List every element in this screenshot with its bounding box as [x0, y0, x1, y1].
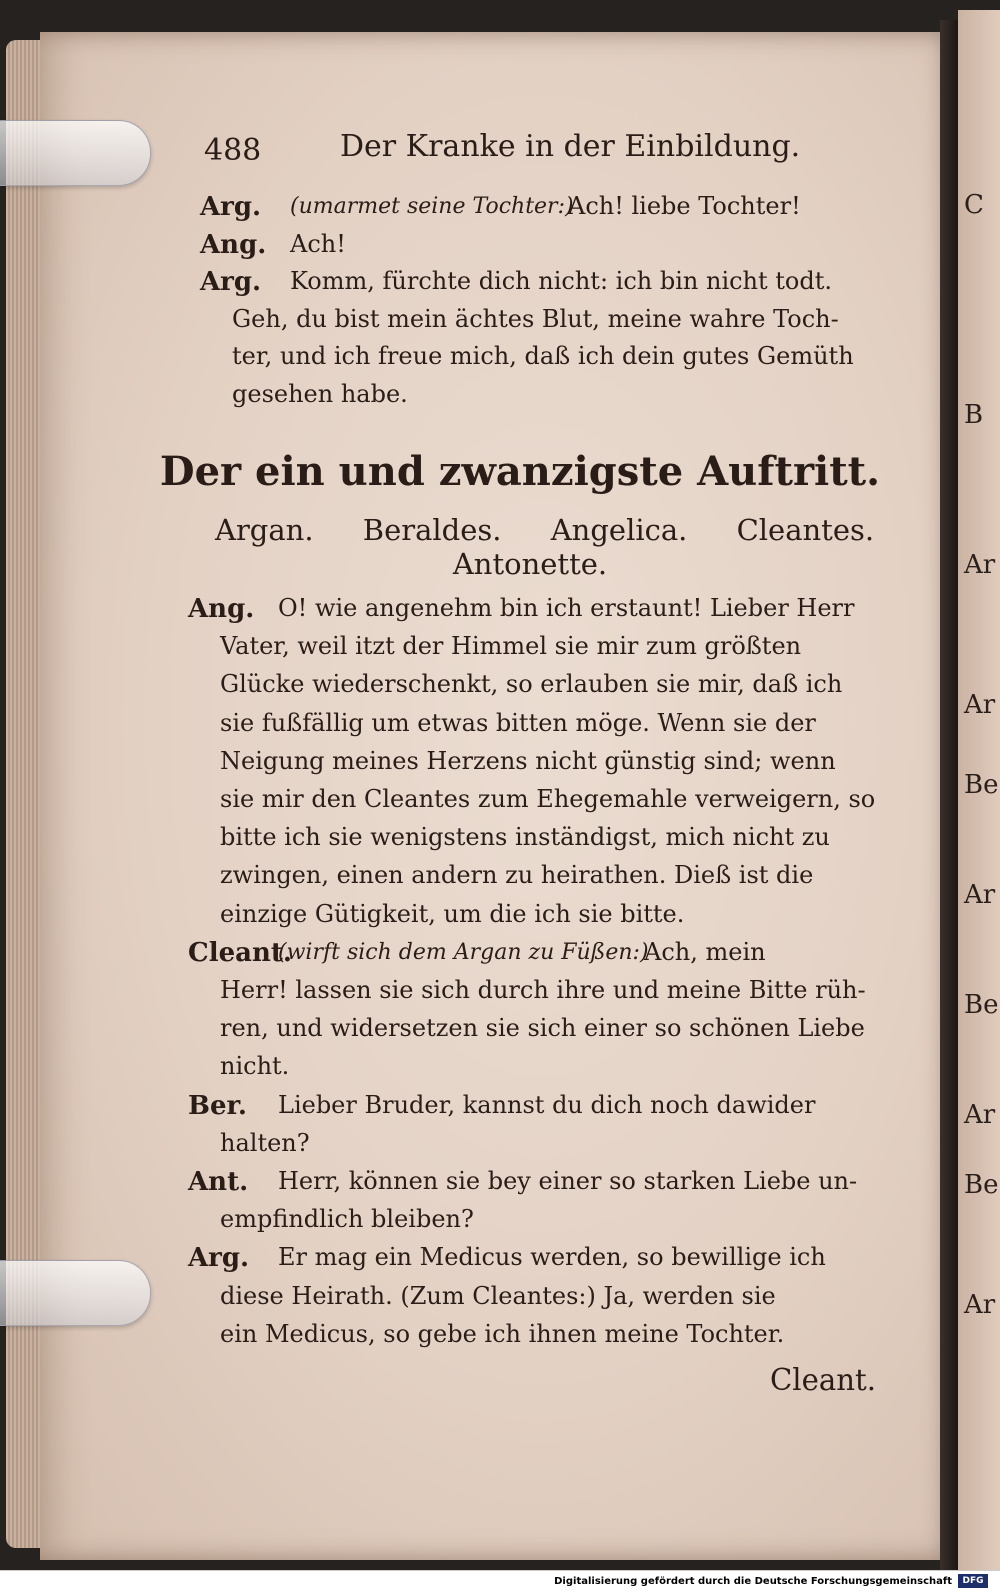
speaker-label: Cleant.	[188, 937, 292, 968]
dialogue-line: O! wie angenehm bin ich erstaunt! Lieber Herr	[278, 594, 855, 622]
dialogue-line: Ach! liebe Tochter!	[568, 192, 801, 220]
dfg-logo: DFG	[958, 1574, 988, 1588]
stage-direction: (umarmet seine Tochter:)	[290, 194, 574, 219]
dialogue-line: Lieber Bruder, kannst du dich noch dawider	[278, 1090, 816, 1119]
dialogue-line: Komm, fürchte dich nicht: ich bin nicht todt.	[290, 267, 833, 295]
dialogue-line: nicht.	[220, 1052, 290, 1081]
dialogue-line: zwingen, einen andern zu heirathen. Dieß ist die	[220, 861, 814, 890]
dialogue-line: bitte ich sie wenigstens inständigst, mich nicht zu	[220, 823, 830, 852]
dialogue-line: Er mag ein Medicus werden, so bewillige ich	[278, 1243, 826, 1272]
speaker-label: Ang.	[200, 229, 267, 260]
cast-list-line-1: Argan. Beraldes. Angelica. Cleantes.	[215, 513, 875, 547]
dialogue-line: Neigung meines Herzens nicht günstig sind; wenn	[220, 746, 836, 775]
page-clip-top	[0, 120, 151, 186]
dialogue-line: gesehen habe.	[232, 379, 408, 408]
running-head: Der Kranke in der Einbildung.	[340, 129, 801, 164]
dialogue-line: sie fußfällig um etwas bitten möge. Wenn sie der	[220, 708, 816, 737]
speaker-label: Ang.	[188, 594, 255, 624]
catchword: Cleant.	[770, 1363, 877, 1398]
dialogue-line: ren, und widersetzen sie sich einer so schönen Liebe	[220, 1014, 865, 1043]
facing-page-fragment: B	[964, 400, 984, 430]
facing-page-fragment: Ar	[964, 690, 996, 720]
dialogue-line: Ach, mein	[644, 937, 766, 966]
dialogue-line: Geh, du bist mein ächtes Blut, meine wahre Toch-	[232, 304, 839, 333]
facing-page-fragment: Be	[964, 990, 999, 1020]
dialogue-line: Herr, können sie bey einer so starken Liebe un-	[278, 1167, 858, 1195]
dialogue-line: diese Heirath. (Zum Cleantes:) Ja, werden sie	[220, 1281, 776, 1310]
facing-page-fragment: Be	[964, 1170, 999, 1200]
page-clip-bottom	[0, 1260, 151, 1326]
dialogue-line: halten?	[220, 1128, 310, 1157]
funding-note: Digitalisierung gefördert durch die Deutsche Forschungsgemeinschaft	[554, 1576, 952, 1587]
facing-page-fragment: Ar	[964, 1290, 996, 1320]
facing-page-fragment: Ar	[964, 1100, 996, 1130]
dialogue-line: Vater, weil itzt der Himmel sie mir zum größten	[220, 632, 802, 661]
dialogue-line: einzige Gütigkeit, um die ich sie bitte.	[220, 899, 685, 928]
dialogue-line: Glücke wiederschenkt, so erlauben sie mir, daß ich	[220, 670, 843, 699]
speaker-label: Ant.	[188, 1167, 249, 1197]
facing-page-fragment: Ar	[964, 880, 996, 910]
speaker-label: Arg.	[200, 267, 262, 297]
facing-page-fragment: Be	[964, 770, 999, 800]
footer-bar	[0, 1570, 1000, 1592]
dialogue-line: Ach!	[290, 229, 346, 258]
speaker-label: Ber.	[188, 1090, 247, 1121]
facing-page-fragment: C	[964, 190, 984, 220]
dialogue-line: sie mir den Cleantes zum Ehegemahle verweigern, so	[220, 785, 876, 813]
dialogue-line: ter, und ich freue mich, daß ich dein gutes Gemüth	[232, 342, 854, 370]
scene-heading: Der ein und zwanzigste Auftritt.	[159, 448, 881, 495]
cast-list-line-2: Antonette.	[452, 547, 608, 581]
speaker-label: Arg.	[188, 1243, 250, 1274]
dialogue-line: Herr! lassen sie sich durch ihre und meine Bitte rüh-	[220, 976, 866, 1004]
page-number: 488	[204, 133, 262, 168]
dialogue-line: empfindlich bleiben?	[220, 1205, 474, 1234]
dialogue-line: ein Medicus, so gebe ich ihnen meine Tochter.	[220, 1319, 785, 1348]
stage-direction: (wirft sich dem Argan zu Füßen:)	[278, 939, 649, 965]
facing-page-fragment: Ar	[964, 550, 996, 580]
speaker-label: Arg.	[200, 192, 262, 222]
